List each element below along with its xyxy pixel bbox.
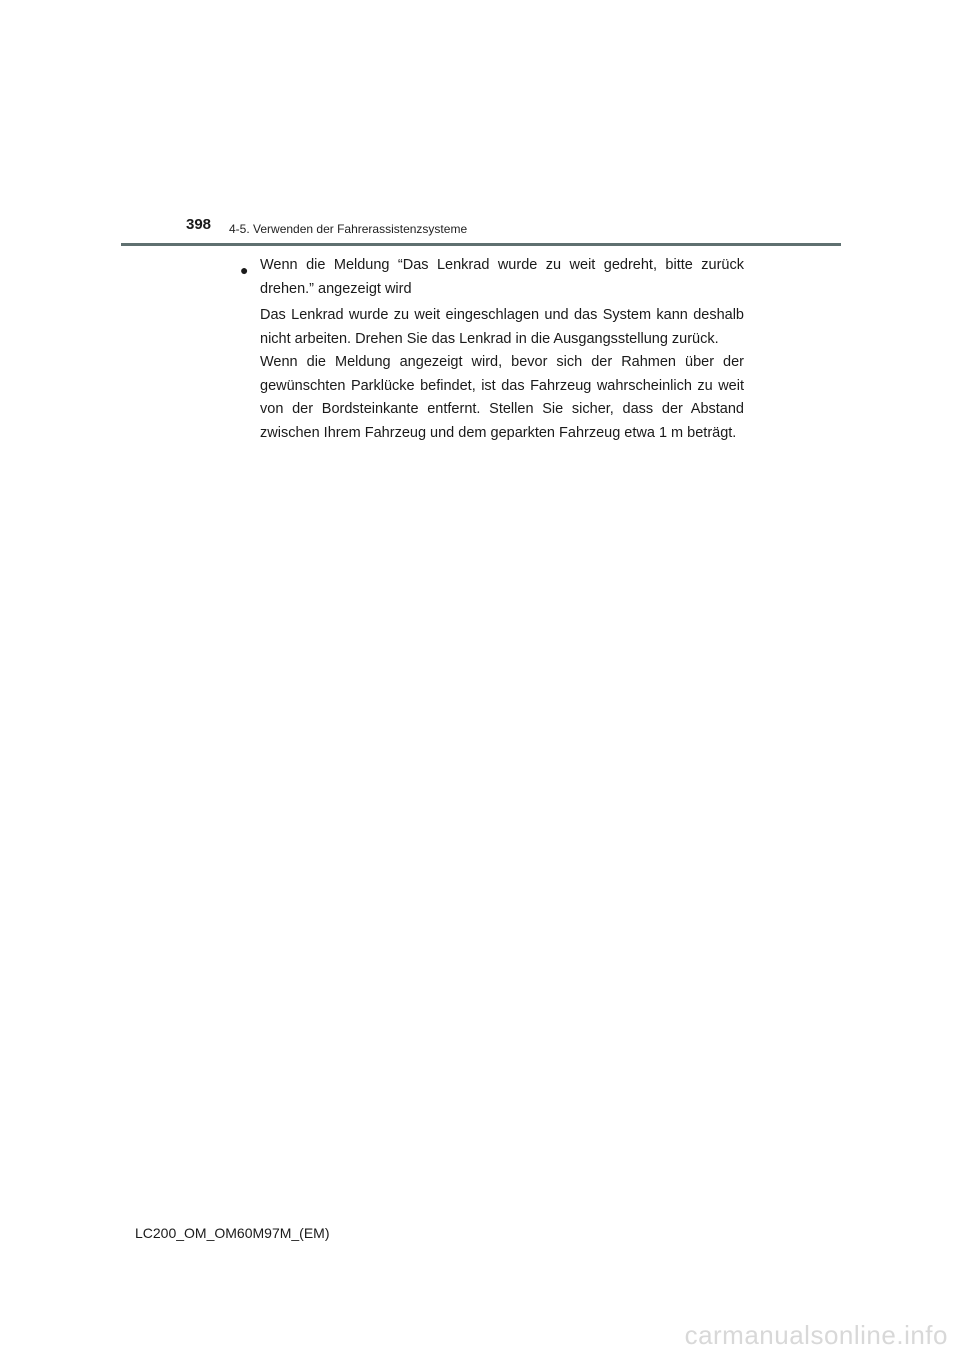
watermark: carmanualsonline.info xyxy=(684,1320,948,1350)
section-title: 4-5. Verwenden der Fahrerassistenzsysteme xyxy=(229,222,468,236)
document-code: LC200_OM_OM60M97M_(EM) xyxy=(135,1225,330,1241)
explanation-paragraph-1: Das Lenkrad wurde zu weit eingeschlagen und das System kann deshalb nicht arbeiten. Drehen Sie das Lenkrad in die Ausgangsstellung zurück. xyxy=(260,307,744,347)
header-divider xyxy=(121,243,841,246)
message-heading: Wenn die Meldung “Das Lenkrad wurde zu weit gedreht, bitte zurück drehen.” angezeigt wird xyxy=(260,257,744,297)
explanation-paragraph-2: Wenn die Meldung angezeigt wird, bevor sich der Rahmen über der gewünschten Parklücke befindet, ist das Fahrzeug wahrscheinlich zu weit von der Bordsteinkante entfernt. Stellen Sie sicher, dass der Abstand zwischen Ihrem Fahrzeug und dem geparkten Fahrzeug etwa 1 m beträgt. xyxy=(260,354,744,441)
message-explanation xyxy=(260,304,744,445)
page-number: 398 xyxy=(186,216,212,233)
bullet-icon: ● xyxy=(240,262,249,278)
